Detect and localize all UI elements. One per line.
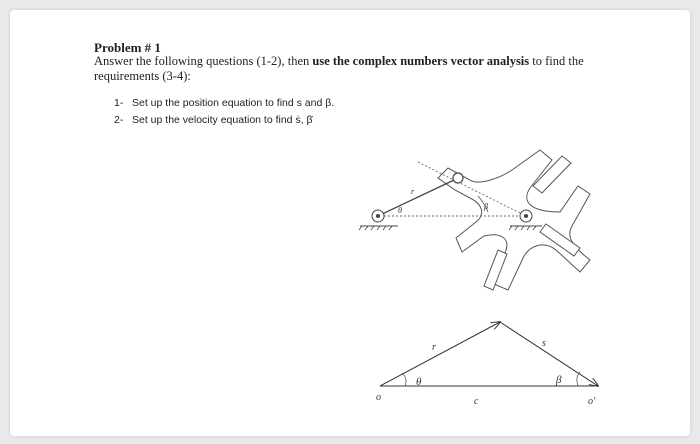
theta-arc xyxy=(402,373,406,386)
vector-s-label: s xyxy=(542,338,546,349)
vector-r-label: r xyxy=(432,342,436,353)
wheel-beta-label: β xyxy=(484,202,488,211)
vector-s xyxy=(500,322,598,386)
vector-r xyxy=(380,322,500,386)
crank-theta-label: θ xyxy=(398,206,402,215)
origin-label: o xyxy=(376,392,381,403)
problem-title: Problem # 1 xyxy=(94,40,161,55)
document-page xyxy=(10,10,690,436)
question-number: 1- xyxy=(114,96,124,109)
vector-beta-label: β xyxy=(556,374,562,386)
instructions-emphasis: use the complex numbers vector analysis xyxy=(312,54,530,68)
question-number: 2- xyxy=(114,113,124,126)
question-text: Set up the position equation to find s and β. xyxy=(132,96,335,109)
instructions-text-part1: Answer the following questions (1-2), then xyxy=(94,54,313,68)
instructions-text-part2: to find the requirements (3-4): xyxy=(94,54,584,83)
vector-triangle-figure xyxy=(10,10,690,436)
crank-r-label: r xyxy=(411,187,415,196)
vector-theta-label: θ xyxy=(416,376,422,388)
o-prime-label: o′ xyxy=(588,396,596,407)
question-text: Set up the velocity equation to find ṡ, β̇ xyxy=(132,113,313,126)
vector-c-label: c xyxy=(474,396,479,407)
